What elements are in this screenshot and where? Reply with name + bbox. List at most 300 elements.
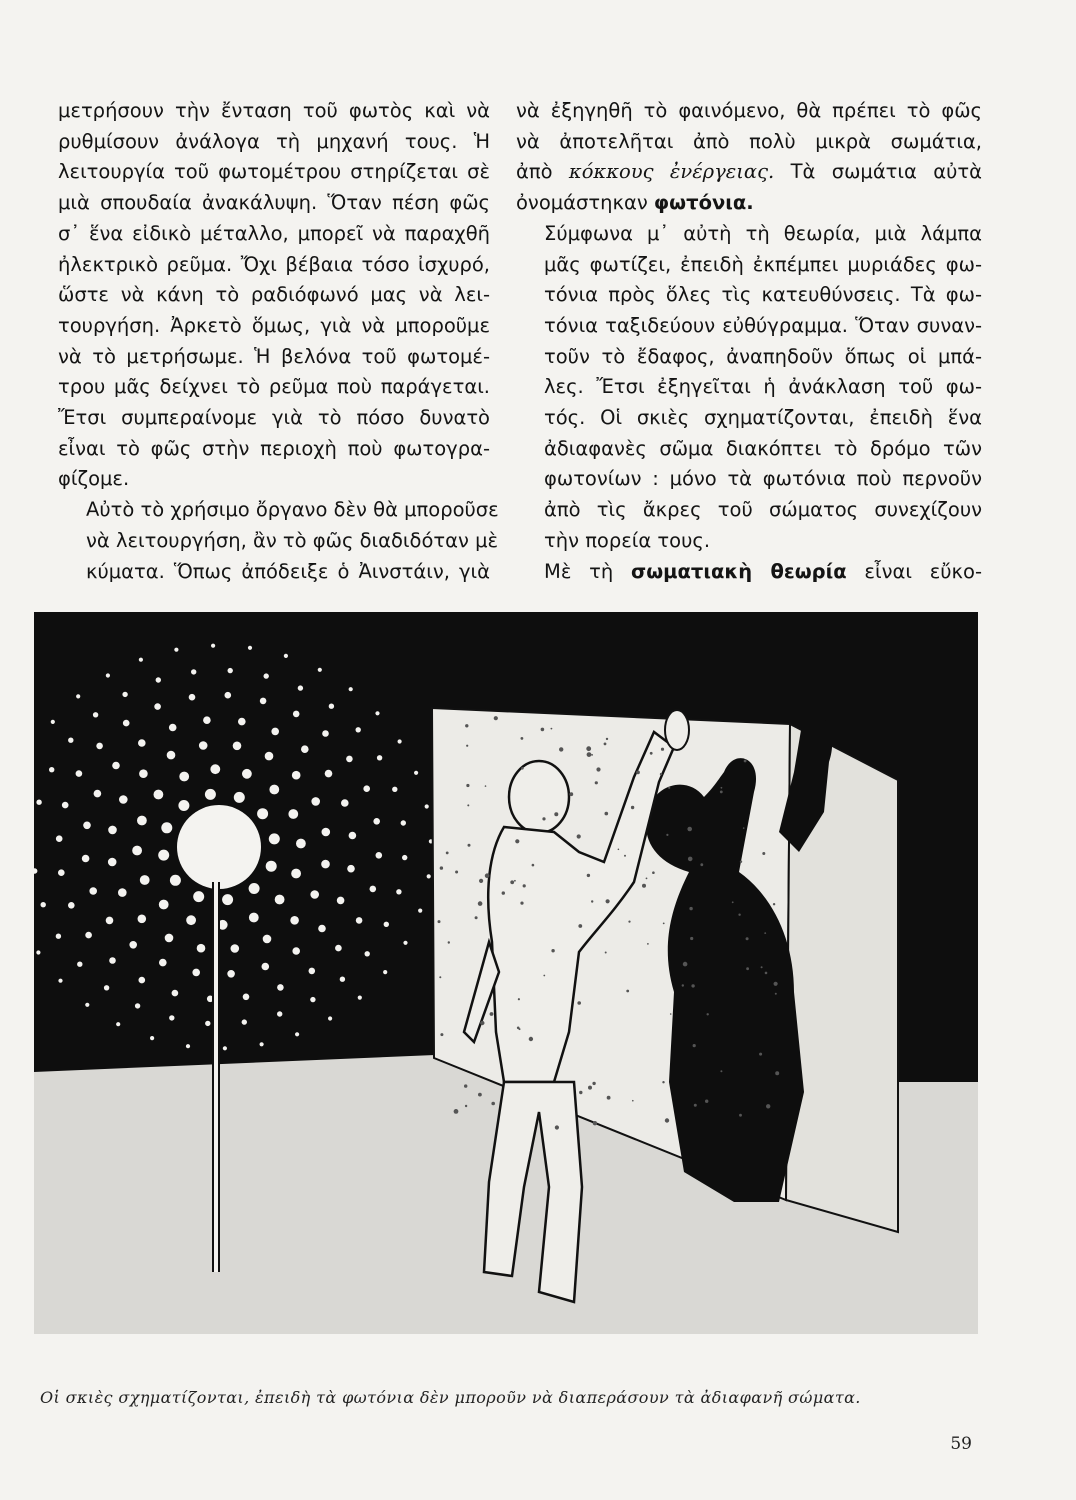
- wall-speckle: [631, 806, 634, 809]
- wall-speckle: [606, 738, 608, 740]
- photon-dot: [203, 716, 211, 724]
- photon-dot: [139, 658, 143, 662]
- wall-speckle: [494, 716, 498, 720]
- wall-speckle: [660, 773, 662, 775]
- wall-speckle: [510, 880, 514, 884]
- photon-dot: [191, 669, 196, 674]
- wall-speckle: [705, 1100, 708, 1103]
- wall-speckle: [642, 884, 646, 888]
- photon-dot: [248, 646, 252, 650]
- photon-dot: [234, 792, 245, 803]
- photon-dot: [291, 869, 301, 879]
- text-line: [516, 157, 982, 188]
- text-line: μετρήσουν τὴν ἔνταση τοῦ φωτὸς καὶ νὰ: [58, 99, 490, 122]
- photon-dot: [402, 855, 407, 860]
- photon-dot: [401, 820, 406, 825]
- text-line: [516, 557, 982, 588]
- photon-dot: [137, 816, 147, 826]
- wall-speckle: [521, 737, 524, 740]
- wall-speckle: [666, 834, 668, 836]
- photon-dot: [296, 839, 306, 849]
- photon-dot: [158, 850, 169, 861]
- bold-term-corpuscular-theory: σωματιακὴ θεωρία: [631, 559, 847, 583]
- photon-dot: [309, 968, 316, 975]
- wall-speckle: [665, 1118, 669, 1122]
- photon-dot: [347, 865, 355, 873]
- photon-dot: [119, 795, 128, 804]
- text-line: τός. Οἱ σκιὲς σχηματίζονται, ἐπειδὴ ἕνα: [544, 406, 982, 430]
- wall-speckle: [607, 1096, 611, 1100]
- photon-dot: [292, 771, 301, 780]
- wall-speckle: [554, 812, 558, 816]
- photon-dot: [358, 996, 362, 1000]
- wall-speckle: [636, 771, 640, 775]
- text-line: φίζομε.: [58, 467, 130, 491]
- text-line: τόνια ταξιδεύουν εὐθύγραμμα. Ὅταν συναν-: [544, 313, 982, 337]
- wall-speckle: [632, 1100, 634, 1102]
- wall-speckle: [606, 899, 610, 903]
- wall-speckle: [759, 1053, 762, 1056]
- lamp-and-shadow-illustration: [34, 612, 978, 1334]
- text-line: μιὰ σπουδαία ἀνακάλυψη. Ὅταν πέση φῶς: [58, 191, 490, 215]
- wall-speckle: [592, 1082, 595, 1085]
- photon-dot: [318, 668, 322, 672]
- wall-speckle: [626, 990, 629, 993]
- photon-dot: [392, 787, 397, 792]
- photon-dot: [62, 802, 69, 809]
- text-line: τοῦν τὸ ἔδαφος, ἀναπηδοῦν ὅπως οἱ μπά-: [544, 344, 982, 368]
- photon-dot: [363, 785, 370, 792]
- photon-dot: [384, 922, 389, 927]
- photon-dot: [205, 1021, 210, 1026]
- wall-speckle: [700, 863, 703, 866]
- wall-speckle: [578, 924, 582, 928]
- photon-dot: [346, 756, 353, 763]
- wall-speckle: [720, 1070, 722, 1072]
- wall-speckle: [587, 752, 592, 757]
- photon-dot: [122, 692, 127, 697]
- photon-dot: [322, 730, 329, 737]
- photon-dot: [58, 869, 65, 876]
- photon-dot: [418, 909, 422, 913]
- photon-dot: [227, 970, 235, 978]
- text-line: νὰ ἀποτελῆται ἀπὸ πολὺ μικρὰ σωμάτια,: [516, 129, 982, 153]
- photon-dot: [398, 739, 402, 743]
- photon-dot: [89, 887, 97, 895]
- text-line: τρου μᾶς δείχνει τὸ ρεῦμα ποὺ παράγεται.: [58, 375, 490, 399]
- photon-dot: [375, 711, 379, 715]
- photon-dot: [156, 677, 161, 682]
- wall-speckle: [628, 921, 630, 923]
- photon-dot: [396, 889, 401, 894]
- photon-dot: [376, 852, 383, 859]
- photon-dot: [169, 1015, 174, 1020]
- wall-speckle: [466, 745, 468, 747]
- photon-dot: [104, 985, 109, 990]
- text-line: φωτονίων : μόνο τὰ φωτόνια ποὺ περνοῦν: [544, 467, 982, 491]
- photon-dot: [174, 648, 178, 652]
- photon-dot: [94, 790, 102, 798]
- wall-speckle: [586, 746, 591, 751]
- photon-dot: [337, 897, 345, 905]
- photon-dot: [349, 832, 357, 840]
- wall-speckle: [720, 791, 723, 794]
- wall-speckle: [454, 1109, 459, 1114]
- photon-dot: [167, 751, 176, 760]
- wall-speckle: [514, 880, 516, 882]
- wall-speckle: [764, 932, 766, 934]
- wall-speckle: [652, 871, 655, 874]
- paragraph-einstein: [58, 495, 499, 587]
- text-line: σ᾿ ἕνα εἰδικὸ μέταλλο, μπορεῖ νὰ παραχθῆ: [58, 221, 490, 245]
- wall-speckle: [766, 1104, 770, 1108]
- wall-speckle: [455, 871, 458, 874]
- bold-term-photons: φωτόνια.: [653, 191, 754, 215]
- photon-dot: [56, 835, 63, 842]
- wall-speckle: [515, 839, 519, 843]
- text-column-right: [516, 96, 982, 587]
- text-line: εἶναι τὸ φῶς στὴν περιοχὴ ποὺ φωτογρα-: [58, 436, 490, 460]
- photon-dot: [135, 1003, 140, 1008]
- wall-speckle: [690, 937, 693, 940]
- wall-speckle: [744, 760, 747, 763]
- text-line: Ἔτσι συμπεραίνομε γιὰ τὸ πόσο δυνατὸ: [58, 406, 490, 430]
- text-fragment: Τὰ σωμάτια αὐτὰ: [774, 160, 982, 184]
- wall-speckle: [775, 993, 777, 995]
- text-column-left: [58, 96, 499, 587]
- photon-dot: [93, 712, 98, 717]
- photon-dot: [370, 886, 377, 893]
- text-line: τουργήση. Ἀρκετὸ ὅμως, γιὰ νὰ μποροῦμε: [58, 313, 490, 337]
- text-line: νὰ λειτουργήση, ἂν τὸ φῶς διαδιδόταν μὲ: [86, 528, 499, 552]
- photon-dot: [257, 808, 268, 819]
- photon-dot: [159, 900, 169, 910]
- photon-dot: [288, 809, 298, 819]
- wall-speckle: [740, 861, 742, 863]
- wall-speckle: [670, 1013, 672, 1015]
- wall-speckle: [464, 1084, 467, 1087]
- wall-speckle: [551, 728, 553, 730]
- photon-dot: [275, 895, 285, 905]
- photon-dot: [116, 1022, 120, 1026]
- wall-speckle: [773, 903, 775, 905]
- photon-dot: [328, 1016, 332, 1020]
- photon-dot: [383, 970, 387, 974]
- page-number: 59: [950, 1434, 972, 1454]
- wall-speckle: [577, 1001, 581, 1005]
- wall-speckle: [559, 747, 563, 751]
- photon-dot: [427, 874, 431, 878]
- wall-speckle: [605, 812, 609, 816]
- lamp-pole-highlight: [214, 882, 218, 1272]
- photon-dot: [58, 979, 62, 983]
- photon-dot: [292, 947, 300, 955]
- photon-dot: [277, 984, 284, 991]
- photon-dot: [85, 1003, 89, 1007]
- text-line: ἠλεκτρικὸ ρεῦμα. Ὄχι βέβαια τόσο ἰσχυρό,: [58, 252, 490, 276]
- text-line: νὰ τὸ μετρήσωμε. Ἡ βελόνα τοῦ φωτομέ-: [58, 344, 490, 368]
- photon-dot: [150, 1036, 154, 1040]
- photon-dot: [186, 915, 196, 925]
- text-line: κύματα. Ὅπως ἀπόδειξε ὁ Ἀινστάιν, γιὰ: [86, 559, 490, 583]
- photon-dot: [36, 950, 40, 954]
- photon-dot: [138, 915, 147, 924]
- photon-dot: [109, 957, 116, 964]
- wall-speckle: [774, 982, 778, 986]
- wall-speckle: [743, 827, 745, 829]
- photon-dot: [356, 917, 363, 924]
- wall-speckle: [579, 1091, 582, 1094]
- wall-speckle: [668, 787, 670, 789]
- wall-speckle: [765, 972, 768, 975]
- text-line: ρυθμίσουν ἀνάλογα τὴ μηχανή τους. Ἡ: [58, 129, 490, 153]
- photon-dot: [210, 764, 220, 774]
- text-line: τόνια πρὸς ὅλες τὶς κατευθύνσεις. Τὰ φω-: [544, 283, 982, 307]
- wall-speckle: [682, 984, 684, 986]
- person-hand: [665, 710, 689, 750]
- wall-speckle: [593, 1121, 597, 1125]
- wall-speckle: [618, 849, 620, 851]
- photon-dot: [373, 818, 380, 825]
- wall-speckle: [569, 792, 573, 796]
- photon-dot: [36, 800, 41, 805]
- wall-speckle: [521, 767, 524, 770]
- photon-dot: [242, 769, 252, 779]
- wall-speckle: [693, 1044, 696, 1047]
- wall-speckle: [596, 767, 600, 771]
- photon-dot: [298, 685, 303, 690]
- wall-speckle: [440, 1033, 443, 1036]
- wall-speckle: [687, 827, 692, 832]
- photon-dot: [260, 698, 267, 705]
- wall-speckle: [738, 914, 740, 916]
- photon-dot: [271, 728, 279, 736]
- wall-speckle: [707, 1013, 709, 1015]
- text-fragment: ἀπὸ: [516, 160, 569, 184]
- wall-speckle: [663, 923, 665, 925]
- wall-speckle: [646, 878, 648, 880]
- text-line: ἀπὸ τὶς ἄκρες τοῦ σώματος συνεχίζουν: [544, 498, 982, 522]
- photon-dot: [238, 718, 246, 726]
- photon-dot: [161, 822, 172, 833]
- photon-dot: [165, 934, 174, 943]
- wall-speckle: [683, 962, 688, 967]
- photon-dot: [301, 745, 309, 753]
- wall-speckle: [467, 804, 469, 806]
- wall-speckle: [485, 873, 490, 878]
- wall-speckle: [518, 998, 520, 1000]
- wall-speckle: [588, 1086, 592, 1090]
- wall-speckle: [542, 817, 545, 820]
- photon-dot: [310, 890, 319, 899]
- wall-speckle: [775, 1071, 779, 1075]
- wall-speckle: [732, 901, 734, 903]
- wall-speckle: [485, 785, 487, 787]
- photon-dot: [82, 855, 90, 863]
- photon-dot: [321, 860, 330, 869]
- photon-dot: [41, 902, 46, 907]
- photon-dot: [96, 743, 103, 750]
- wall-speckle: [541, 728, 545, 732]
- wall-speckle: [446, 852, 449, 855]
- photon-dot: [112, 762, 120, 770]
- photon-dot: [242, 1019, 247, 1024]
- photon-dot: [76, 694, 80, 698]
- wall-speckle: [440, 866, 443, 869]
- photon-dot: [193, 891, 204, 902]
- figure-lamp-shadow: [34, 612, 978, 1334]
- photon-dot: [192, 969, 200, 977]
- photon-dot: [108, 826, 117, 835]
- photon-dot: [266, 861, 277, 872]
- text-fragment: Μὲ τὴ: [544, 559, 632, 583]
- photon-dot: [225, 692, 232, 699]
- photon-dot: [49, 767, 54, 772]
- photon-dot: [83, 822, 91, 830]
- wall-speckle: [448, 941, 450, 943]
- wall-speckle: [746, 967, 749, 970]
- photon-dot: [260, 1042, 264, 1046]
- wall-speckle: [661, 748, 664, 751]
- photon-dot: [377, 755, 382, 760]
- photon-dot: [223, 1046, 227, 1050]
- wall-speckle: [478, 901, 483, 906]
- photon-dot: [106, 673, 110, 677]
- wall-speckle: [591, 900, 593, 902]
- text-line: τὴν πορεία τους.: [544, 528, 711, 552]
- wall-speckle: [475, 916, 478, 919]
- wall-speckle: [662, 1081, 664, 1083]
- photon-dot: [349, 687, 353, 691]
- photon-dot: [189, 694, 196, 701]
- photon-dot: [249, 883, 260, 894]
- text-line: νὰ ἐξηγηθῆ τὸ φαινόμενο, θὰ πρέπει τὸ φῶς: [516, 99, 982, 122]
- photon-dot: [169, 724, 177, 732]
- photon-dot: [179, 772, 189, 782]
- wall-speckle: [480, 1021, 484, 1025]
- photon-dot: [265, 752, 274, 761]
- photon-dot: [340, 977, 345, 982]
- photon-dot: [325, 770, 333, 778]
- paragraph-corpuscular-theory: [516, 557, 982, 588]
- photon-dot: [222, 894, 233, 905]
- photon-dot: [414, 771, 418, 775]
- photon-dot: [293, 711, 300, 718]
- text-line: μᾶς φωτίζει, ἐπειδὴ ἐκπέμπει μυριάδες φω-: [544, 252, 982, 276]
- wall-speckle: [465, 724, 468, 727]
- photon-dot: [170, 875, 181, 886]
- text-line: ὥστε νὰ κάνη τὸ ραδιόφωνό μας νὰ λει-: [58, 283, 490, 307]
- wall-speckle: [517, 1027, 520, 1030]
- photon-dot: [68, 902, 75, 909]
- photon-dot: [138, 739, 146, 747]
- wall-speckle: [761, 966, 763, 968]
- wall-speckle: [577, 834, 581, 838]
- wall-speckle: [479, 879, 483, 883]
- photon-dot: [139, 977, 146, 984]
- photon-dot: [186, 1044, 190, 1048]
- wall-speckle: [689, 907, 692, 910]
- text-line: ἀδιαφανὲς σῶμα διακόπτει τὸ δρόμο τῶν: [544, 436, 982, 460]
- wall-speckle: [587, 874, 590, 877]
- photon-dot: [263, 935, 272, 944]
- text-line: Σύμφωνα μ᾿ αὐτὴ τὴ θεωρία, μιὰ λάμπα: [544, 221, 982, 245]
- wall-speckle: [694, 1104, 697, 1107]
- photon-dot: [154, 703, 161, 710]
- photon-dot: [178, 800, 189, 811]
- text-line: [516, 188, 982, 219]
- text-fragment: ὀνομάστηκαν: [516, 191, 654, 215]
- photon-dot: [284, 654, 288, 658]
- lamp-glow: [177, 805, 261, 889]
- photon-dot: [51, 720, 55, 724]
- wall-speckle: [739, 1114, 742, 1117]
- paragraph-lamp-photons: [516, 219, 982, 557]
- photon-dot: [243, 994, 250, 1001]
- wall-speckle: [532, 864, 535, 867]
- photon-dot: [329, 704, 334, 709]
- photon-dot: [211, 644, 215, 648]
- wall-speckle: [604, 743, 607, 746]
- photon-dot: [310, 997, 315, 1002]
- wall-speckle: [466, 784, 469, 787]
- photon-dot: [159, 959, 167, 967]
- photon-dot: [269, 785, 279, 795]
- photon-dot: [154, 790, 164, 800]
- photon-dot: [129, 941, 137, 949]
- photon-dot: [123, 720, 130, 727]
- wall-speckle: [650, 752, 653, 755]
- wall-speckle: [468, 844, 471, 847]
- photon-dot: [318, 925, 326, 933]
- photon-dot: [139, 769, 148, 778]
- photon-dot: [322, 828, 331, 837]
- wall-speckle: [529, 1037, 533, 1041]
- wall-speckle: [624, 855, 626, 857]
- photon-dot: [199, 741, 208, 750]
- photon-dot: [425, 804, 429, 808]
- text-fragment: εἶναι εὔκο-: [846, 559, 982, 583]
- photon-dot: [106, 917, 114, 925]
- wall-speckle: [490, 1012, 494, 1016]
- wall-speckle: [478, 1093, 482, 1097]
- photon-dot: [205, 789, 216, 800]
- photon-dot: [311, 797, 320, 806]
- photon-dot: [341, 799, 349, 807]
- photon-dot: [76, 770, 83, 777]
- photon-dot: [262, 963, 270, 971]
- text-line: Αὐτὸ τὸ χρήσιμο ὄργανο δὲν θὰ μποροῦσε: [86, 498, 499, 522]
- wall-speckle: [688, 857, 693, 862]
- wall-speckle: [691, 984, 694, 987]
- wall-speckle: [465, 1105, 467, 1107]
- wall-speckle: [491, 1102, 495, 1106]
- photon-dot: [356, 727, 361, 732]
- wall-speckle: [523, 884, 526, 887]
- italic-term-energy-grains: κόκκους ἐνέργειας.: [568, 160, 775, 184]
- wall-speckle: [591, 754, 593, 756]
- photon-dot: [197, 944, 206, 953]
- photon-dot: [68, 738, 73, 743]
- photon-dot: [264, 673, 269, 678]
- photon-dot: [118, 888, 127, 897]
- wall-speckle: [762, 852, 765, 855]
- wall-speckle: [595, 781, 598, 784]
- photon-dot: [249, 913, 259, 923]
- photon-dot: [108, 858, 117, 867]
- photon-dot: [85, 932, 92, 939]
- wall-speckle: [502, 891, 505, 894]
